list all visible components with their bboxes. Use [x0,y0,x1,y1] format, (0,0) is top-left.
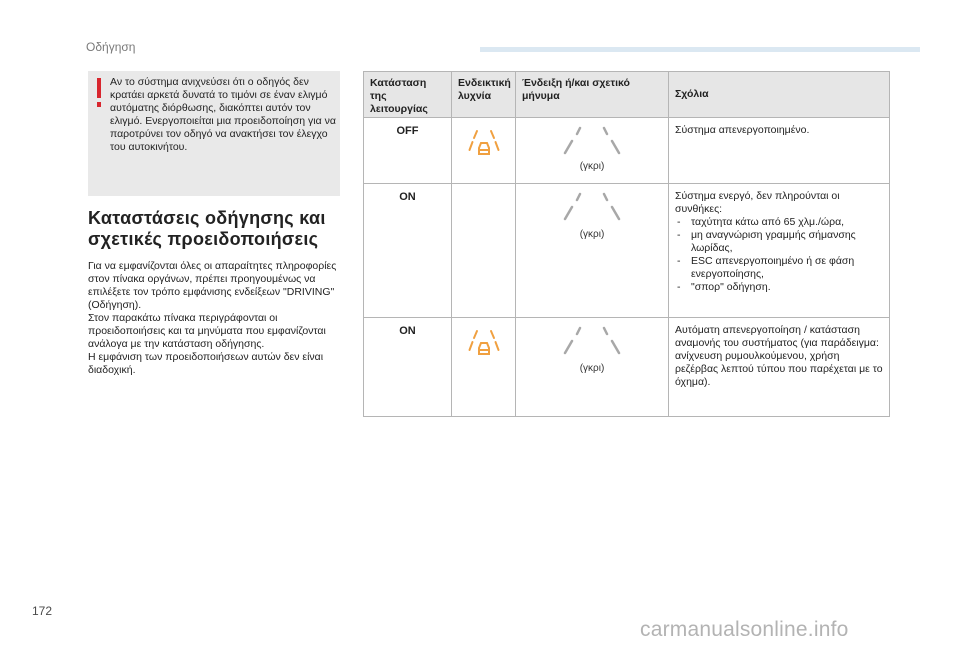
list-item: - μη αναγνώριση γραμμής σήμανσης λωρίδας, [675,229,884,255]
indicator-cell [452,318,516,416]
lane-lines-icon [550,192,634,222]
display-label: (γκρι) [579,161,605,172]
exclamation-icon [95,78,103,108]
lane-lines-icon [550,326,634,356]
table-row [364,184,889,318]
header-accent-bar [480,47,920,52]
state-value: ON [364,184,452,317]
body-paragraph: Η εμφάνιση των προειδοποιήσεων αυτών δεν είναι διαδοχική. [88,351,324,376]
condition-list [675,216,884,294]
header-display: Ένδειξη ή/και σχετικό μήνυμα [516,72,669,117]
lane-keeping-icon [468,328,500,360]
display-label: (γκρι) [579,229,605,240]
header-comments: Σχόλια [675,88,709,100]
display-label: (γκρι) [579,363,605,374]
list-item: - ESC απενεργοποιημένο ή σε φάση ενεργοποίησης, [675,255,884,281]
header-indicator: Ενδεικτική λυχνία [452,72,516,117]
driving-states-table [363,71,890,417]
lane-keeping-icon [468,128,500,160]
display-cell [516,184,669,317]
page-number: 172 [32,604,53,618]
warning-text: Αν το σύστημα ανιχνεύσει ότι ο οδηγός δεν κρατάει αρκετά δυνατά το τιμόνι σε έναν ελιγμό αυτόματης διόρθωσης, διακόπτει αυτόν τον ελιγμό. Ενεργοποιείται μια προειδοποίηση για να παροτρύνει τον οδηγό να ανακτήσει τον έλεγχο του αυτοκινήτου. [110,76,336,153]
table-header-row [364,72,889,118]
chapter-title: Οδήγηση [86,40,136,54]
list-item: - ταχύτητα κάτω από 65 χλμ./ώρα, [675,216,884,229]
comment-intro: Σύστημα ενεργό, δεν πληρούνται οι συνθήκες: [675,190,840,215]
body-paragraph: Για να εμφανίζονται όλες οι απαραίτητες πληροφορίες στον πίνακα οργάνων, πρέπει προηγουμένως να επιλέξετε τον τρόπο εμφάνισης ενδείξεων "DRIVING" (Οδήγηση). [88,260,337,311]
warning-box [88,71,340,196]
lane-lines-icon [550,126,634,156]
list-item: - "σπορ" οδήγηση. [675,281,884,294]
indicator-cell [452,118,516,183]
display-cell [516,118,669,183]
indicator-cell [452,184,516,317]
body-paragraph: Στον παρακάτω πίνακα περιγράφονται οι προειδοποιήσεις και τα μηνύματα που εμφανίζονται ανάλογα με την κατάσταση οδήγησης. [88,312,326,350]
comment-cell [669,184,890,317]
state-value: OFF [364,118,452,183]
section-heading: Καταστάσεις οδήγησης και σχετικές προειδοποιήσεις [88,208,326,249]
state-value: ON [364,318,452,416]
header-state: Κατάσταση της λειτουργίας [364,72,452,117]
watermark: carmanualsonline.info [640,618,849,641]
display-cell [516,318,669,416]
table-row [364,118,889,184]
table-row [364,318,889,416]
section-body [88,260,348,377]
comment-text: Σύστημα απενεργοποιημένο. [675,124,810,136]
comment-text: Αυτόματη απενεργοποίηση / κατάσταση αναμονής του συστήματος (για παράδειγμα: ανίχνευση ρυμουλκούμενου, χρήση ρεζέρβας λεπτού τύπου που παρέχεται με το όχημα). [675,324,883,388]
